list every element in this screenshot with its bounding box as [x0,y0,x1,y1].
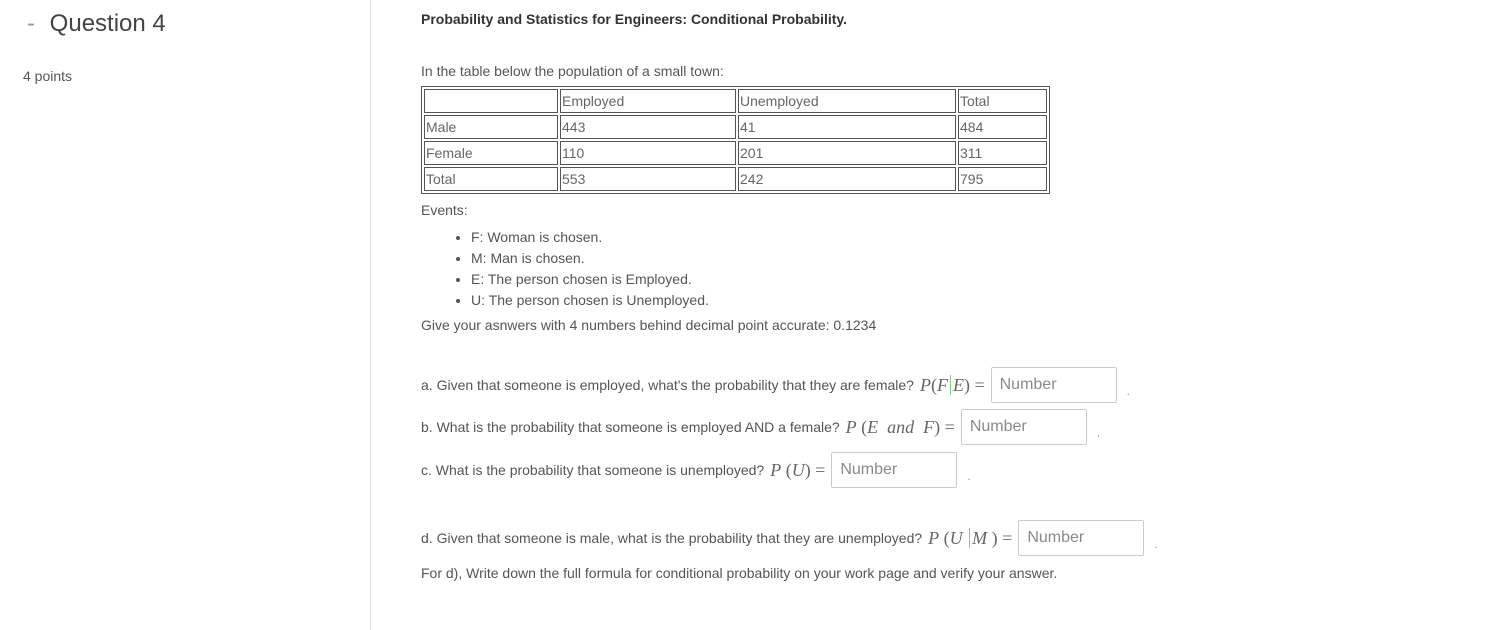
table-cell: 443 [560,115,736,139]
answer-a-input[interactable] [991,367,1117,403]
table-row [424,115,1047,139]
instructions-text: Give your asnwers with 4 numbers behind decimal point accurate: 0.1234 [421,317,877,333]
table-cell: 484 [958,115,1047,139]
table-cell: 201 [738,141,956,165]
table-header-cell [424,89,558,113]
table-row [424,141,1047,165]
period: . [1096,426,1101,440]
formula-b: P (E and F) = [845,416,955,437]
period: . [967,469,971,483]
question-c-text: c. What is the probability that someone is unemployed? [421,462,765,478]
problem-title: Probability and Statistics for Engineers: Conditional Probability. [421,11,848,27]
formula-c: P (U) = [770,459,826,480]
collapse-toggle[interactable]: - [27,10,35,37]
question-header[interactable] [27,10,166,38]
formula-a: P(F E) = [919,374,985,395]
answer-c-input[interactable] [831,452,957,488]
table-header-cell: Total [958,89,1047,113]
answer-b-input[interactable] [961,409,1087,445]
list-item: • E: The person chosen is Employed. [471,269,709,290]
question-sidebar [0,0,371,630]
question-b [421,408,1100,446]
table-cell: 553 [560,167,736,191]
table-row [424,167,1047,191]
question-d-text: d. Given that someone is male, what is the probability that they are unemployed? [421,530,923,546]
events-label: Events: [421,202,468,218]
list-item: • F: Woman is chosen. [471,227,709,248]
table-header-cell: Unemployed [738,89,956,113]
table-cell: 311 [958,141,1047,165]
list-item: • U: The person chosen is Unemployed. [471,290,709,311]
table-header-row [424,89,1047,113]
table-cell: 795 [958,167,1047,191]
question-d [421,519,1158,557]
table-cell: Female [424,141,558,165]
question-title: Question 4 [49,10,166,37]
note-text: For d), Write down the full formula for conditional probability on your work page and verify your answer. [421,565,1058,581]
intro-text: In the table below the population of a small town: [421,63,724,79]
events-list [421,227,709,311]
formula-d: P (U M ) = [928,527,1013,548]
answer-d-input[interactable] [1018,520,1144,556]
table-cell: 41 [738,115,956,139]
period: . [1154,537,1158,551]
question-b-text: b. What is the probability that someone is employed AND a female? [421,419,840,435]
population-table [421,86,1050,194]
table-cell: 110 [560,141,736,165]
question-a-text: a. Given that someone is employed, what's the probability that they are female? [421,377,914,393]
question-c [421,451,971,489]
table-cell: Total [424,167,558,191]
period: . [1126,384,1130,398]
table-cell: Male [424,115,558,139]
table-cell: 242 [738,167,956,191]
question-a [421,366,1130,404]
table-header-cell: Employed [560,89,736,113]
question-points: 4 points [23,68,73,84]
list-item: • M: Man is chosen. [471,248,709,269]
